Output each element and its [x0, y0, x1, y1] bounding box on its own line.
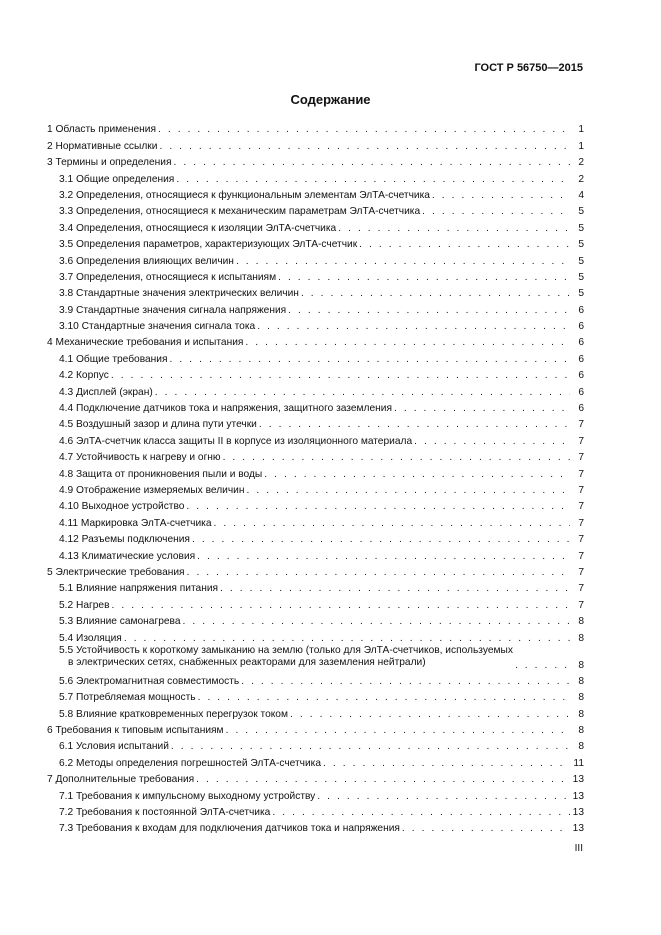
- toc-entry[interactable]: [47, 645, 584, 672]
- toc-entry-label: [47, 725, 224, 737]
- toc-entry[interactable]: [47, 612, 584, 628]
- toc-entry-label: [59, 452, 221, 464]
- toc-entry-page: 7: [578, 452, 584, 464]
- toc-entry-page: 6: [578, 403, 584, 415]
- toc-entry[interactable]: [47, 513, 584, 529]
- toc-entry-title: 5.3 Влияние самонагрева: [59, 616, 181, 628]
- toc-dot-leader: [338, 223, 570, 235]
- toc-dot-leader: [111, 600, 570, 612]
- toc-entry-label: [59, 600, 109, 612]
- toc-entry-title: 4.3 Дисплей (экран): [59, 386, 153, 398]
- toc-entry[interactable]: [47, 153, 584, 169]
- toc-entry-title: 4.2 Корпус: [59, 370, 109, 382]
- toc-entry[interactable]: [47, 268, 584, 284]
- toc-entry[interactable]: [47, 415, 584, 431]
- toc-entry-label: [59, 174, 174, 186]
- toc-entry-title: 3.8 Стандартные значения электрических величин: [59, 288, 299, 300]
- toc-entry-page: 8: [578, 659, 584, 671]
- toc-entry-title: 6.1 Условия испытаний: [59, 741, 169, 753]
- toc-entry[interactable]: [47, 579, 584, 595]
- toc-dot-leader: [182, 616, 570, 628]
- toc-dot-leader: [196, 774, 570, 786]
- toc-entry-page: 6: [578, 321, 584, 333]
- toc-entry-label: [59, 354, 168, 366]
- toc-dot-leader: [245, 337, 570, 349]
- toc-entry[interactable]: [47, 235, 584, 251]
- toc-dot-leader: [124, 633, 570, 645]
- toc-entry-page: 13: [572, 823, 584, 835]
- toc-entry-title: 4.11 Маркировка ЭлТА-счетчика: [59, 517, 212, 529]
- toc-dot-leader: [176, 174, 570, 186]
- toc-dot-leader: [220, 583, 570, 595]
- toc-entry-title: 3.2 Определения, относящиеся к функциональным элементам ЭлТА-счетчика: [59, 189, 430, 201]
- toc-dot-leader: [241, 676, 570, 688]
- toc-entry[interactable]: [47, 737, 584, 753]
- toc-entry-page: 5: [578, 271, 584, 283]
- toc-dot-leader: [414, 436, 570, 448]
- toc-dot-leader: [226, 725, 570, 737]
- toc-entry-page: 8: [578, 632, 584, 644]
- toc-dot-leader: [247, 485, 571, 497]
- document-id: ГОСТ Р 56750—2015: [474, 62, 583, 74]
- toc-entry-label: [59, 305, 286, 317]
- toc-entry-label: [59, 321, 255, 333]
- toc-dot-leader: [264, 469, 570, 481]
- toc-entry-page: 7: [578, 419, 584, 431]
- toc-entry-label: [47, 141, 157, 153]
- toc-entry-page: 1: [578, 140, 584, 152]
- toc-entry-label: [59, 823, 400, 835]
- toc-entry-title-continued: в электрических сетях, снабженных реакторами для заземления нейтрали): [68, 656, 426, 668]
- toc-entry-title: 6.2 Методы определения погрешностей ЭлТА-счетчика: [59, 757, 321, 769]
- toc-entry-title: 4.10 Выходное устройство: [59, 501, 185, 513]
- toc-entry-title: 3.6 Определения влияющих величин: [59, 255, 234, 267]
- toc-entry-page: 4: [578, 189, 584, 201]
- toc-dot-leader: [173, 157, 570, 169]
- toc-entry-label: [59, 583, 218, 595]
- toc-entry-page: 8: [578, 741, 584, 753]
- toc-entry-page: 8: [578, 725, 584, 737]
- toc-entry-page: 7: [578, 468, 584, 480]
- table-of-contents: [47, 120, 584, 835]
- toc-entry-title: 4 Механические требования и испытания: [47, 337, 244, 349]
- toc-entry[interactable]: [47, 251, 584, 267]
- toc-entry-title: 4.1 Общие требования: [59, 353, 168, 365]
- toc-entry-title: 3.1 Общие определения: [59, 173, 175, 185]
- toc-dot-leader: [272, 807, 570, 819]
- toc-entry-title: 5.4 Изоляция: [59, 632, 122, 644]
- toc-entry[interactable]: [47, 628, 584, 644]
- toc-dot-leader: [111, 370, 570, 382]
- toc-entry-title: 3 Термины и определения: [47, 157, 172, 169]
- toc-entry[interactable]: [47, 672, 584, 688]
- toc-entry-page: 6: [578, 304, 584, 316]
- toc-dot-leader: [301, 288, 570, 300]
- toc-entry-page: 6: [578, 337, 584, 349]
- toc-entry-title: 4.13 Климатические условия: [59, 550, 196, 562]
- toc-entry-title: 2 Нормативные ссылки: [47, 140, 158, 152]
- toc-entry[interactable]: [47, 546, 584, 562]
- toc-entry-label: [59, 469, 262, 481]
- toc-entry[interactable]: [47, 333, 584, 349]
- toc-entry[interactable]: [47, 803, 584, 819]
- toc-entry-label: [59, 501, 184, 513]
- toc-entry-label: [59, 288, 299, 300]
- toc-entry-page: 7: [578, 484, 584, 496]
- toc-entry-title: 7.3 Требования к входам для подключения датчиков тока и напряжения: [59, 823, 400, 835]
- toc-entry-title: 3.9 Стандартные значения сигнала напряжения: [59, 304, 287, 316]
- toc-entry-label: [47, 337, 243, 349]
- toc-entry-page: 2: [578, 157, 584, 169]
- toc-dot-leader: [278, 272, 570, 284]
- toc-entry-label: [47, 157, 171, 169]
- toc-entry-label: [59, 741, 169, 753]
- page-title: Содержание: [290, 92, 371, 107]
- toc-entry[interactable]: [47, 300, 584, 316]
- toc-entry-page: 8: [578, 708, 584, 720]
- toc-entry[interactable]: [47, 136, 584, 152]
- toc-entry-label: [59, 807, 270, 819]
- toc-entry-title: 5.2 Нагрев: [59, 599, 110, 611]
- toc-entry-title: 5 Электрические требования: [47, 566, 185, 578]
- toc-entry-label: [59, 791, 315, 803]
- toc-entry[interactable]: [47, 721, 584, 737]
- toc-entry[interactable]: [47, 186, 584, 202]
- toc-entry-title: 4.7 Устойчивость к нагреву и огню: [59, 452, 221, 464]
- toc-dot-leader: [290, 709, 570, 721]
- toc-entry[interactable]: [47, 284, 584, 300]
- toc-entry-page: 8: [578, 675, 584, 687]
- toc-entry-label: [59, 206, 420, 218]
- toc-entry-title: 7.2 Требования к постоянной ЭлТА-счетчика: [59, 807, 271, 819]
- toc-dot-leader: [197, 551, 570, 563]
- toc-entry-page: 7: [578, 599, 584, 611]
- toc-entry[interactable]: [47, 169, 584, 185]
- toc-entry-label: [59, 370, 109, 382]
- toc-entry-page: 7: [578, 566, 584, 578]
- toc-entry-label: [47, 567, 185, 579]
- toc-entry[interactable]: [47, 481, 584, 497]
- toc-entry-page: 7: [578, 550, 584, 562]
- toc-entry[interactable]: [47, 448, 584, 464]
- toc-entry-label: [59, 403, 392, 415]
- toc-entry[interactable]: [47, 704, 584, 720]
- toc-entry[interactable]: [47, 497, 584, 513]
- toc-entry-page: 7: [578, 534, 584, 546]
- toc-entry-page: 5: [578, 239, 584, 251]
- toc-entry[interactable]: [47, 595, 584, 611]
- toc-entry[interactable]: [47, 317, 584, 333]
- toc-entry-title: 5.6 Электромагнитная совместимость: [59, 675, 240, 687]
- toc-entry-title: 3.3 Определения, относящиеся к механическим параметрам ЭлТА-счетчика: [59, 206, 421, 218]
- toc-entry-page: 7: [578, 583, 584, 595]
- toc-dot-leader: [155, 387, 570, 399]
- toc-entry-page: 5: [578, 206, 584, 218]
- toc-entry-title: 5.8 Влияние кратковременных перегрузок током: [59, 708, 288, 720]
- toc-dot-leader: [323, 758, 570, 770]
- toc-entry-page: 13: [572, 774, 584, 786]
- toc-dot-leader: [223, 452, 570, 464]
- toc-dot-leader: [317, 791, 570, 803]
- toc-entry[interactable]: [47, 688, 584, 704]
- toc-entry-page: 5: [578, 222, 584, 234]
- toc-entry-label: [59, 239, 357, 251]
- toc-dot-leader: [186, 501, 570, 513]
- toc-entry-page: 2: [578, 173, 584, 185]
- toc-entry-title: 4.12 Разъемы подключения: [59, 534, 190, 546]
- toc-entry-title: 5.5 Устойчивость к короткому замыканию на землю (только для ЭлТА-счетчиков, используемых: [59, 644, 513, 656]
- toc-entry-label: [59, 551, 195, 563]
- toc-entry-title: 6 Требования к типовым испытаниям: [47, 725, 224, 737]
- toc-entry[interactable]: [47, 770, 584, 786]
- toc-entry-label: [59, 272, 276, 284]
- toc-dot-leader: [187, 567, 570, 579]
- toc-entry-page: 7: [578, 435, 584, 447]
- toc-entry-label: [59, 676, 239, 688]
- toc-dot-leader: [236, 256, 570, 268]
- toc-entry[interactable]: [47, 382, 584, 398]
- toc-entry-label: [59, 436, 412, 448]
- toc-dot-leader: [432, 190, 570, 202]
- toc-entry-page: 8: [578, 616, 584, 628]
- toc-entry-label: [59, 190, 430, 202]
- toc-entry-label: [47, 774, 194, 786]
- toc-entry-label: [59, 419, 257, 431]
- toc-entry[interactable]: [47, 530, 584, 546]
- toc-entry-title: 3.10 Стандартные значения сигнала тока: [59, 321, 256, 333]
- toc-entry-label: [59, 645, 513, 669]
- toc-entry[interactable]: [47, 431, 584, 447]
- toc-entry-title: 7.1 Требования к импульсному выходному устройству: [59, 790, 316, 802]
- toc-entry-page: 13: [572, 807, 584, 819]
- toc-dot-leader: [259, 419, 570, 431]
- toc-entry-page: 13: [572, 790, 584, 802]
- toc-entry[interactable]: [47, 786, 584, 802]
- toc-entry-label: [59, 633, 122, 645]
- toc-entry-title: 3.7 Определения, относящиеся к испытаниям: [59, 271, 277, 283]
- toc-entry-title: 3.5 Определения параметров, характеризующих ЭлТА-счетчик: [59, 239, 358, 251]
- toc-entry-title: 7 Дополнительные требования: [47, 774, 195, 786]
- toc-entry[interactable]: [47, 753, 584, 769]
- toc-entry-label: [47, 124, 156, 136]
- toc-entry[interactable]: [47, 366, 584, 382]
- toc-dot-leader: [257, 321, 570, 333]
- toc-entry-label: [59, 709, 288, 721]
- toc-entry-page: 5: [578, 255, 584, 267]
- toc-entry[interactable]: [47, 202, 584, 218]
- toc-entry[interactable]: [47, 399, 584, 415]
- toc-dot-leader: [422, 206, 570, 218]
- toc-entry[interactable]: [47, 120, 584, 136]
- toc-entry-title: 3.4 Определения, относящиеся к изоляции ЭлТА-счетчика: [59, 222, 337, 234]
- toc-dot-leader: [171, 741, 570, 753]
- toc-entry-page: 1: [578, 124, 584, 136]
- toc-entry[interactable]: [47, 563, 584, 579]
- toc-entry-page: 7: [578, 501, 584, 513]
- toc-entry-title: 5.7 Потребляемая мощность: [59, 692, 196, 704]
- toc-entry-title: 4.9 Отображение измеряемых величин: [59, 484, 245, 496]
- toc-entry-page: 5: [578, 288, 584, 300]
- toc-entry-label: [59, 518, 212, 530]
- toc-entry-label: [59, 692, 196, 704]
- toc-dot-leader: [515, 660, 570, 672]
- toc-entry-label: [59, 256, 234, 268]
- toc-entry[interactable]: [47, 218, 584, 234]
- toc-entry-page: 8: [578, 692, 584, 704]
- toc-entry-label: [59, 534, 190, 546]
- toc-entry-page: 6: [578, 370, 584, 382]
- toc-entry[interactable]: [47, 464, 584, 480]
- toc-entry-title: 1 Область применения: [47, 124, 156, 136]
- toc-entry-page: 6: [578, 386, 584, 398]
- toc-dot-leader: [198, 692, 570, 704]
- toc-dot-leader: [214, 518, 570, 530]
- toc-dot-leader: [288, 305, 570, 317]
- toc-dot-leader: [359, 239, 570, 251]
- toc-entry-title: 4.4 Подключение датчиков тока и напряжения, защитного заземления: [59, 403, 392, 415]
- toc-entry-label: [59, 387, 153, 399]
- toc-entry-label: [59, 616, 180, 628]
- toc-entry-title: 4.5 Воздушный зазор и длина пути утечки: [59, 419, 257, 431]
- toc-entry-page: 11: [573, 757, 584, 769]
- toc-entry-page: 7: [578, 517, 584, 529]
- toc-dot-leader: [402, 823, 570, 835]
- page-number: III: [574, 843, 583, 854]
- toc-dot-leader: [192, 534, 570, 546]
- toc-dot-leader: [394, 403, 570, 415]
- toc-entry[interactable]: [47, 819, 584, 835]
- toc-entry-page: 6: [578, 353, 584, 365]
- toc-entry-label: [59, 485, 245, 497]
- toc-entry-label: [59, 758, 321, 770]
- toc-entry[interactable]: [47, 349, 584, 365]
- toc-dot-leader: [170, 354, 570, 366]
- toc-entry-title: 4.8 Защита от проникновения пыли и воды: [59, 468, 263, 480]
- toc-entry-title: 4.6 ЭлТА-счетчик класса защиты II в корпусе из изоляционного материала: [59, 435, 413, 447]
- toc-dot-leader: [158, 124, 570, 136]
- toc-entry-label: [59, 223, 336, 235]
- toc-dot-leader: [159, 141, 570, 153]
- toc-entry-title: 5.1 Влияние напряжения питания: [59, 583, 219, 595]
